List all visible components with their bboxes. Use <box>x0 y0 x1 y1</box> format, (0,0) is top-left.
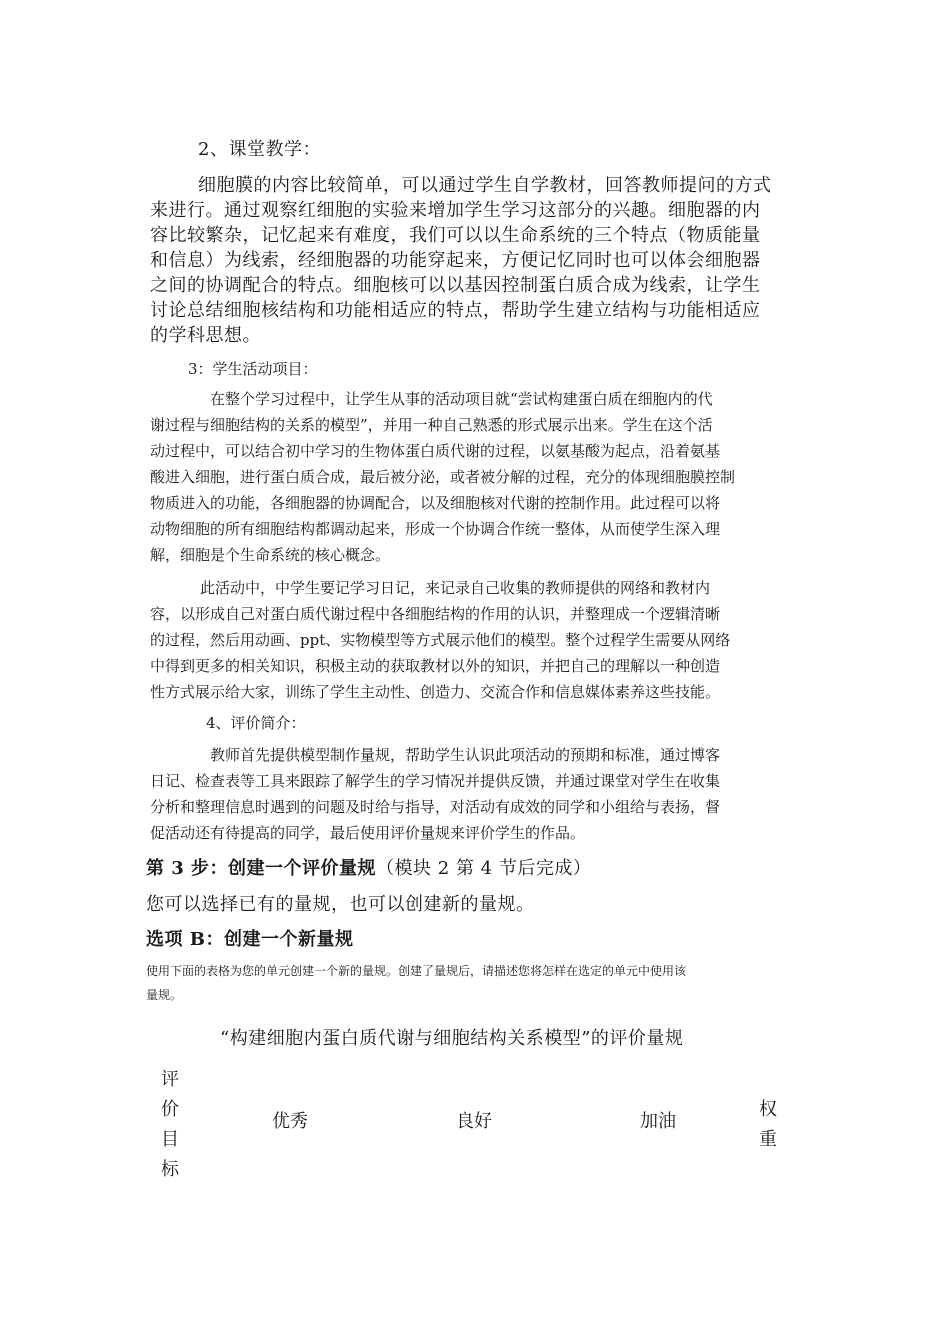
step3-title <box>146 854 591 880</box>
optionb-instruction: 使用下面的表格为您的单元创建一个新的量规。创建了量规后，请描述您将怎样在选定的单元中使用该 <box>146 964 687 978</box>
section2-line: 和信息）为线索，经细胞器的功能穿起来，方便记忆同时也可以体会细胞器 <box>150 250 761 271</box>
section4-heading: 4、评价简介： <box>206 714 306 732</box>
section4-line: 促活动还有待提高的同学，最后使用评价量规来评价学生的作品。 <box>150 824 586 842</box>
section3-para2-line: 中得到更多的相关知识，积极主动的获取教材以外的知识，并把自己的理解以一种创造 <box>150 657 721 675</box>
rubric-header-excellent: 优秀 <box>272 1111 308 1132</box>
section2-heading: 2、课堂教学： <box>198 139 321 160</box>
section3-heading: 3：学生活动项目： <box>188 360 318 378</box>
section2-line: 之间的协调配合的特点。细胞核可以以基因控制蛋白质合成为线索，让学生 <box>150 275 761 296</box>
rubric-header-weight <box>748 1095 788 1155</box>
optionb-title: 选项 B：创建一个新量规 <box>146 929 354 950</box>
rubric-header-cheer: 加油 <box>640 1111 676 1132</box>
section4-line: 分析和整理信息时遇到的问题及时给与指导，对活动有成效的同学和小组给与表扬，督 <box>150 798 721 816</box>
rubric-title: “构建细胞内蛋白质代谢与细胞结构关系模型”的评价量规 <box>220 1028 684 1049</box>
section3-para1-line: 在整个学习过程中，让学生从事的活动项目就“尝试构建蛋白质在细胞内的代 <box>210 390 713 408</box>
section2-line: 细胞膜的内容比较简单，可以通过学生自学教材，回答教师提问的方式 <box>198 175 772 196</box>
section3-para2-line: 的过程，然后用动画、ppt、实物模型等方式展示他们的模型。整个过程学生需要从网络 <box>150 631 731 649</box>
section3-para1-line: 谢过程与细胞结构的关系的模型”，并用一种自己熟悉的形式展示出来。学生在这个活 <box>150 416 713 434</box>
step3-title-bold: 第 3 步：创建一个评价量规 <box>146 858 377 879</box>
section3-para1-line: 动物细胞的所有细胞结构都调动起来，形成一个协调合作统一整体，从而使学生深入理 <box>150 520 721 538</box>
section3-para1-line: 酸进入细胞，进行蛋白质合成，最后被分泌，或者被分解的过程，充分的体现细胞膜控制 <box>150 468 736 486</box>
section2-line: 讨论总结细胞核结构和功能相适应的特点，帮助学生建立结构与功能相适应 <box>150 300 761 321</box>
section3-para2-line: 性方式展示给大家，训练了学生主动性、创造力、交流合作和信息媒体素养这些技能。 <box>150 683 721 701</box>
rubric-header-goal-char: 标 <box>161 1159 179 1180</box>
rubric-header-goal <box>150 1065 190 1185</box>
section3-para2-line: 此活动中，中学生要记学习日记，来记录自己收集的教师提供的网络和教材内 <box>200 579 711 597</box>
step3-title-rest: （模块 2 第 4 节后完成） <box>376 858 592 879</box>
section3-para1-line: 物质进入的功能，各细胞器的协调配合，以及细胞核对代谢的控制作用。此过程可以将 <box>150 494 721 512</box>
optionb-instruction: 量规。 <box>146 988 183 1002</box>
section2-line: 的学科思想。 <box>150 325 261 346</box>
rubric-header-goal-char: 目 <box>161 1129 179 1150</box>
section3-para2-line: 容，以形成自己对蛋白质代谢过程中各细胞结构的作用的认识，并整理成一个逻辑清晰 <box>150 605 721 623</box>
rubric-header-goal-char: 价 <box>161 1099 179 1120</box>
section4-line: 教师首先提供模型制作量规，帮助学生认识此项活动的预期和标准，通过博客 <box>210 746 721 764</box>
section2-line: 来进行。通过观察红细胞的实验来增加学生学习这部分的兴趣。细胞器的内 <box>150 200 761 221</box>
section3-para1-line: 解，细胞是个生命系统的核心概念。 <box>150 546 391 564</box>
section3-para1-line: 动过程中，可以结合初中学习的生物体蛋白质代谢的过程，以氨基酸为起点，沿着氨基 <box>150 442 721 460</box>
step3-description: 您可以选择已有的量规，也可以创建新的量规。 <box>146 894 535 915</box>
rubric-header-weight-char: 权 <box>759 1099 777 1120</box>
rubric-header-weight-char: 重 <box>759 1129 777 1150</box>
section4-line: 日记、检查表等工具来跟踪了解学生的学习情况并提供反馈，并通过课堂对学生在收集 <box>150 772 721 790</box>
rubric-header-goal-char: 评 <box>161 1069 179 1090</box>
rubric-header-good: 良好 <box>456 1111 492 1132</box>
section2-line: 容比较繁杂，记忆起来有难度，我们可以以生命系统的三个特点（物质能量 <box>150 225 761 246</box>
